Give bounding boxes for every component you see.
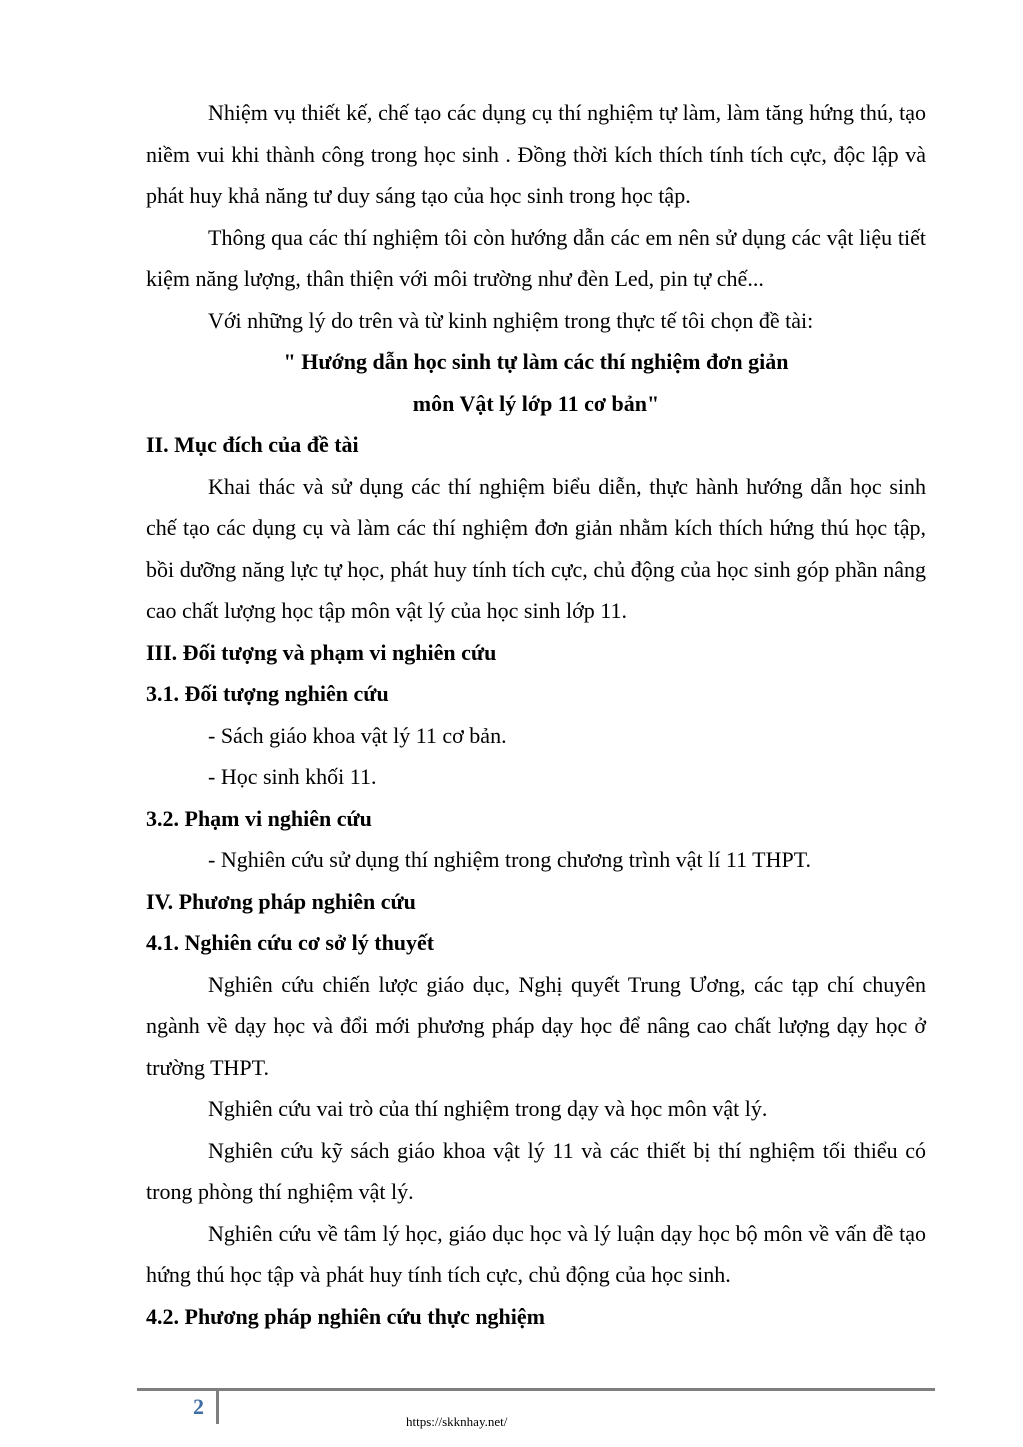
page-number: 2 [193,1394,204,1419]
intro-paragraph-1: Nhiệm vụ thiết kế, chế tạo các dụng cụ thí nghiệm tự làm, làm tăng hứng thú, tạo niềm vui khi thành công trong học sinh . Đồng thời kích thích tính tích cực, độc lập và phát huy khả năng tư duy sáng tạo của học sinh trong học tập. [146,100,926,208]
section-4-1-paragraph-4: Nghiên cứu về tâm lý học, giáo dục học và lý luận dạy học bộ môn về vấn đề tạo hứng thú học tập và phát huy tính tích cực, chủ động của học sinh. [146,1220,926,1287]
section-3-1-item-2: - Học sinh khối 11. [208,764,377,789]
section-3-2-heading: 3.2. Phạm vi nghiên cứu [146,805,372,831]
section-4-1-heading: 4.1. Nghiên cứu cơ sở lý thuyết [146,930,435,955]
intro-paragraph-3: Với những lý do trên và từ kinh nghiệm trong thực tế tôi chọn đề tài: [208,307,814,333]
footer-separator [216,1390,219,1424]
section-3-2-item-1: - Nghiên cứu sử dụng thí nghiệm trong chương trình vật lí 11 THPT. [208,847,812,872]
intro-paragraph-2: Thông qua các thí nghiệm tôi còn hướng dẫn các em nên sử dụng các vật liệu tiết kiệm năng lượng, thân thiện với môi trường như đèn Led, pin tự chế... [146,224,926,291]
section-4-heading: IV. Phương pháp nghiên cứu [146,888,416,914]
page-content [146,92,926,1337]
section-4-1-paragraph-2: Nghiên cứu vai trò của thí nghiệm trong dạy và học môn vật lý. [208,1096,768,1121]
section-4-1-paragraph-1: Nghiên cứu chiến lược giáo dục, Nghị quyết Trung Ương, các tạp chí chuyên ngành về dạy học và đổi mới phương pháp dạy học để nâng cao chất lượng dạy học ở trường THPT. [146,971,926,1080]
section-3-1-heading: 3.1. Đối tượng nghiên cứu [146,681,389,706]
section-3-1-item-1: - Sách giáo khoa vật lý 11 cơ bản. [208,722,507,748]
section-4-1-paragraph-3: Nghiên cứu kỹ sách giáo khoa vật lý 11 và các thiết bị thí nghiệm tối thiểu có trong phòng thí nghiệm vật lý. [146,1137,926,1204]
section-2-body: Khai thác và sử dụng các thí nghiệm biểu diễn, thực hành hướng dẫn học sinh chế tạo các dụng cụ và làm các thí nghiệm đơn giản nhằm kích thích hứng thú học tập, bồi dưỡng năng lực tự học, phát huy tính tích cực, chủ động của học sinh góp phần nâng cao chất lượng học tập môn vật lý của học sinh lớp 11. [146,473,926,623]
section-3-heading: III. Đối tượng và phạm vi nghiên cứu [146,639,497,665]
footer-rule [137,1388,935,1391]
section-4-2-heading: 4.2. Phương pháp nghiên cứu thực nghiệm [146,1303,545,1329]
topic-title-line-1: " Hướng dẫn học sinh tự làm các thí nghiệm đơn giản [283,349,789,374]
section-2-heading: II. Mục đích của đề tài [146,432,359,457]
topic-title-line-2: môn Vật lý lớp 11 cơ bản" [412,390,660,416]
footer-url: https://skknhay.net/ [406,1414,508,1429]
